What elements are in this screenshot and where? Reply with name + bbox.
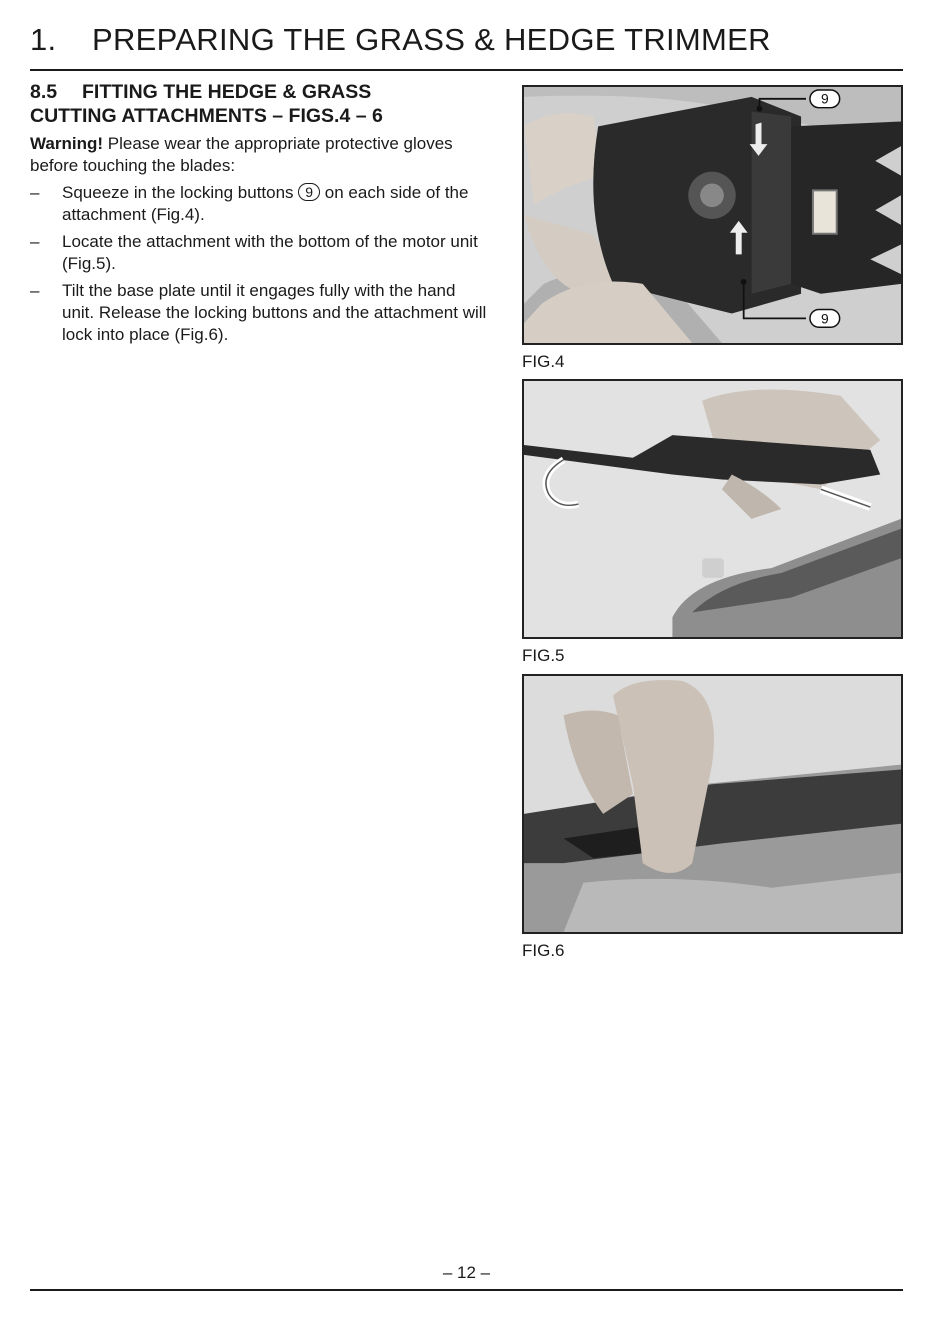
- chapter-title-text: PREPARING THE GRASS & HEDGE TRIMMER: [92, 22, 771, 57]
- header-rule: [30, 69, 903, 71]
- section-heading: [30, 80, 490, 128]
- section-heading-line1: [30, 80, 490, 104]
- footer-rule: [30, 1289, 903, 1291]
- page-number: – 12 –: [442, 1263, 491, 1282]
- warning-paragraph: [30, 133, 490, 177]
- instruction-item: [30, 231, 490, 275]
- instruction-item: [30, 182, 490, 226]
- warning-label: Warning!: [30, 134, 104, 153]
- chapter-title: [30, 22, 771, 58]
- fig4-caption: FIG.4: [522, 352, 565, 371]
- instruction-item: [30, 280, 490, 346]
- item-dash: –: [30, 183, 40, 202]
- item-text: Tilt the base plate until it engages fully with the hand unit. Release the locking buttons and the attachment will lock into place (Fig.6).: [62, 281, 487, 344]
- figure-5: [522, 379, 903, 666]
- fig4-callout-top: 9: [820, 90, 829, 107]
- section-title-line2: CUTTING ATTACHMENTS – FIGS.4 – 6: [30, 105, 383, 127]
- fig5-caption: FIG.5: [522, 646, 565, 665]
- section-number: 8.5: [30, 81, 58, 103]
- section-title-line1: FITTING THE HEDGE & GRASS: [82, 81, 372, 103]
- item-dash: –: [30, 281, 40, 300]
- figure-4: [522, 85, 903, 372]
- fig6-caption: FIG.6: [522, 941, 565, 960]
- fig6-photo: [522, 674, 903, 934]
- fig4-photo: [522, 85, 903, 345]
- item-text-before: Squeeze in the locking buttons: [62, 183, 299, 202]
- instructions-column: [30, 80, 490, 351]
- item-text-after: on each side of the attachment (Fig.4).: [62, 183, 469, 224]
- warning-text: Please wear the appropriate protective gloves before touching the blades:: [30, 134, 453, 175]
- fig5-photo: [522, 379, 903, 639]
- item-text: Locate the attachment with the bottom of the motor unit (Fig.5).: [62, 232, 478, 273]
- fig4-callout-bottom: 9: [820, 310, 829, 327]
- item-dash: –: [30, 232, 40, 251]
- figure-6: [522, 674, 903, 961]
- callout-9-marker: 9: [298, 183, 320, 201]
- chapter-number: 1.: [30, 22, 57, 57]
